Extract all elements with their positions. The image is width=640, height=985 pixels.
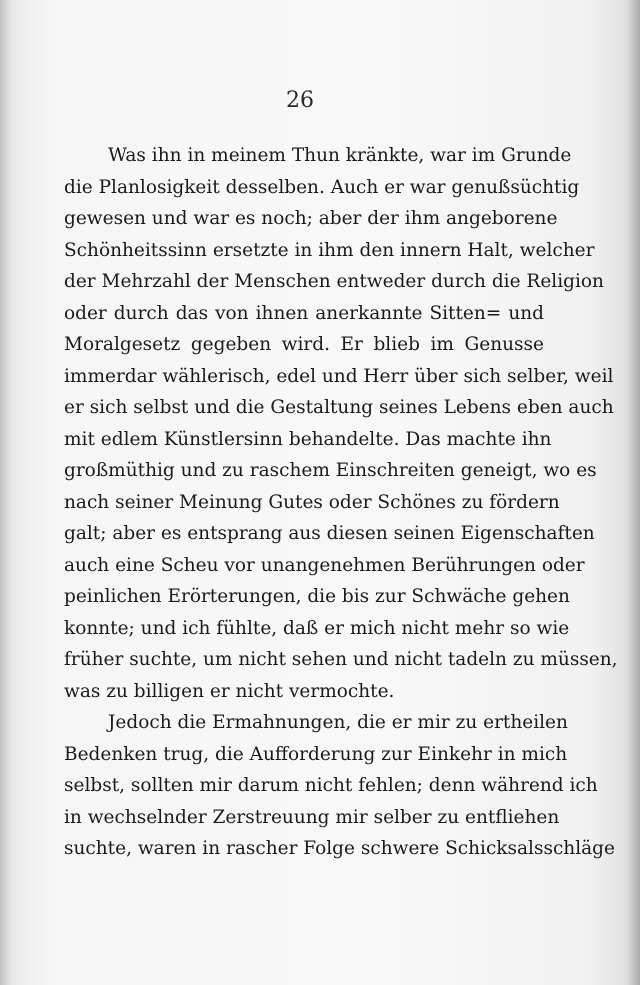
text-line: großmüthig und zu raschem Einschreiten geneigt, wo es	[64, 460, 597, 481]
text-line: peinlichen Erörterungen, die bis zur Schwäche gehen	[64, 586, 570, 607]
text-line: nach seiner Meinung Gutes oder Schönes zu fördern	[64, 491, 560, 513]
page-gutter-shadow	[0, 0, 10, 985]
text-line: selbst, sollten mir darum nicht fehlen; denn während ich	[64, 775, 598, 796]
text-line: Moralgesetz gegeben wird. Er blieb im Genusse	[64, 334, 544, 355]
text-line: gewesen und war es noch; aber der ihm angeborene	[64, 208, 558, 229]
text-line: mit edlem Künstlersinn behandelte. Das machte ihn	[64, 428, 552, 450]
text-line: immerdar wählerisch, edel und Herr über sich selber, weil	[64, 365, 614, 387]
page-edge-shadow	[626, 0, 640, 985]
text-line: die Planlosigkeit desselben. Auch er war genußsüchtig	[64, 176, 580, 198]
text-line: Schönheitssinn ersetzte in ihm den innern Halt, welcher	[64, 239, 595, 261]
text-line: konnte; und ich fühlte, daß er mich nicht mehr so wie	[64, 617, 570, 639]
text-line: galt; aber es entsprang aus diesen seinen Eigenschaften	[64, 523, 595, 544]
text-line: Was ihn in meinem Thun kränkte, war im Grunde	[108, 145, 572, 166]
text-line: früher suchte, um nicht sehen und nicht tadeln zu müssen,	[64, 649, 618, 670]
body-text	[64, 140, 618, 865]
text-line: was zu billigen er nicht vermochte.	[64, 680, 395, 702]
text-line: er sich selbst und die Gestaltung seines Lebens eben auch	[64, 397, 614, 418]
text-line: Bedenken trug, die Aufforderung zur Einkehr in mich	[64, 743, 568, 765]
page-number: 26	[286, 88, 314, 113]
text-line: in wechselnder Zerstreuung mir selber zu entfliehen	[64, 806, 560, 828]
text-line: auch eine Scheu vor unangenehmen Berührungen oder	[64, 554, 585, 576]
text-line: suchte, waren in rascher Folge schwere Schicksalsschläge	[64, 838, 615, 859]
text-line: Jedoch die Ermahnungen, die er mir zu ertheilen	[108, 712, 568, 733]
text-line: oder durch das von ihnen anerkannte Sitten= und	[64, 302, 544, 324]
text-line: der Mehrzahl der Menschen entweder durch die Religion	[64, 271, 604, 292]
